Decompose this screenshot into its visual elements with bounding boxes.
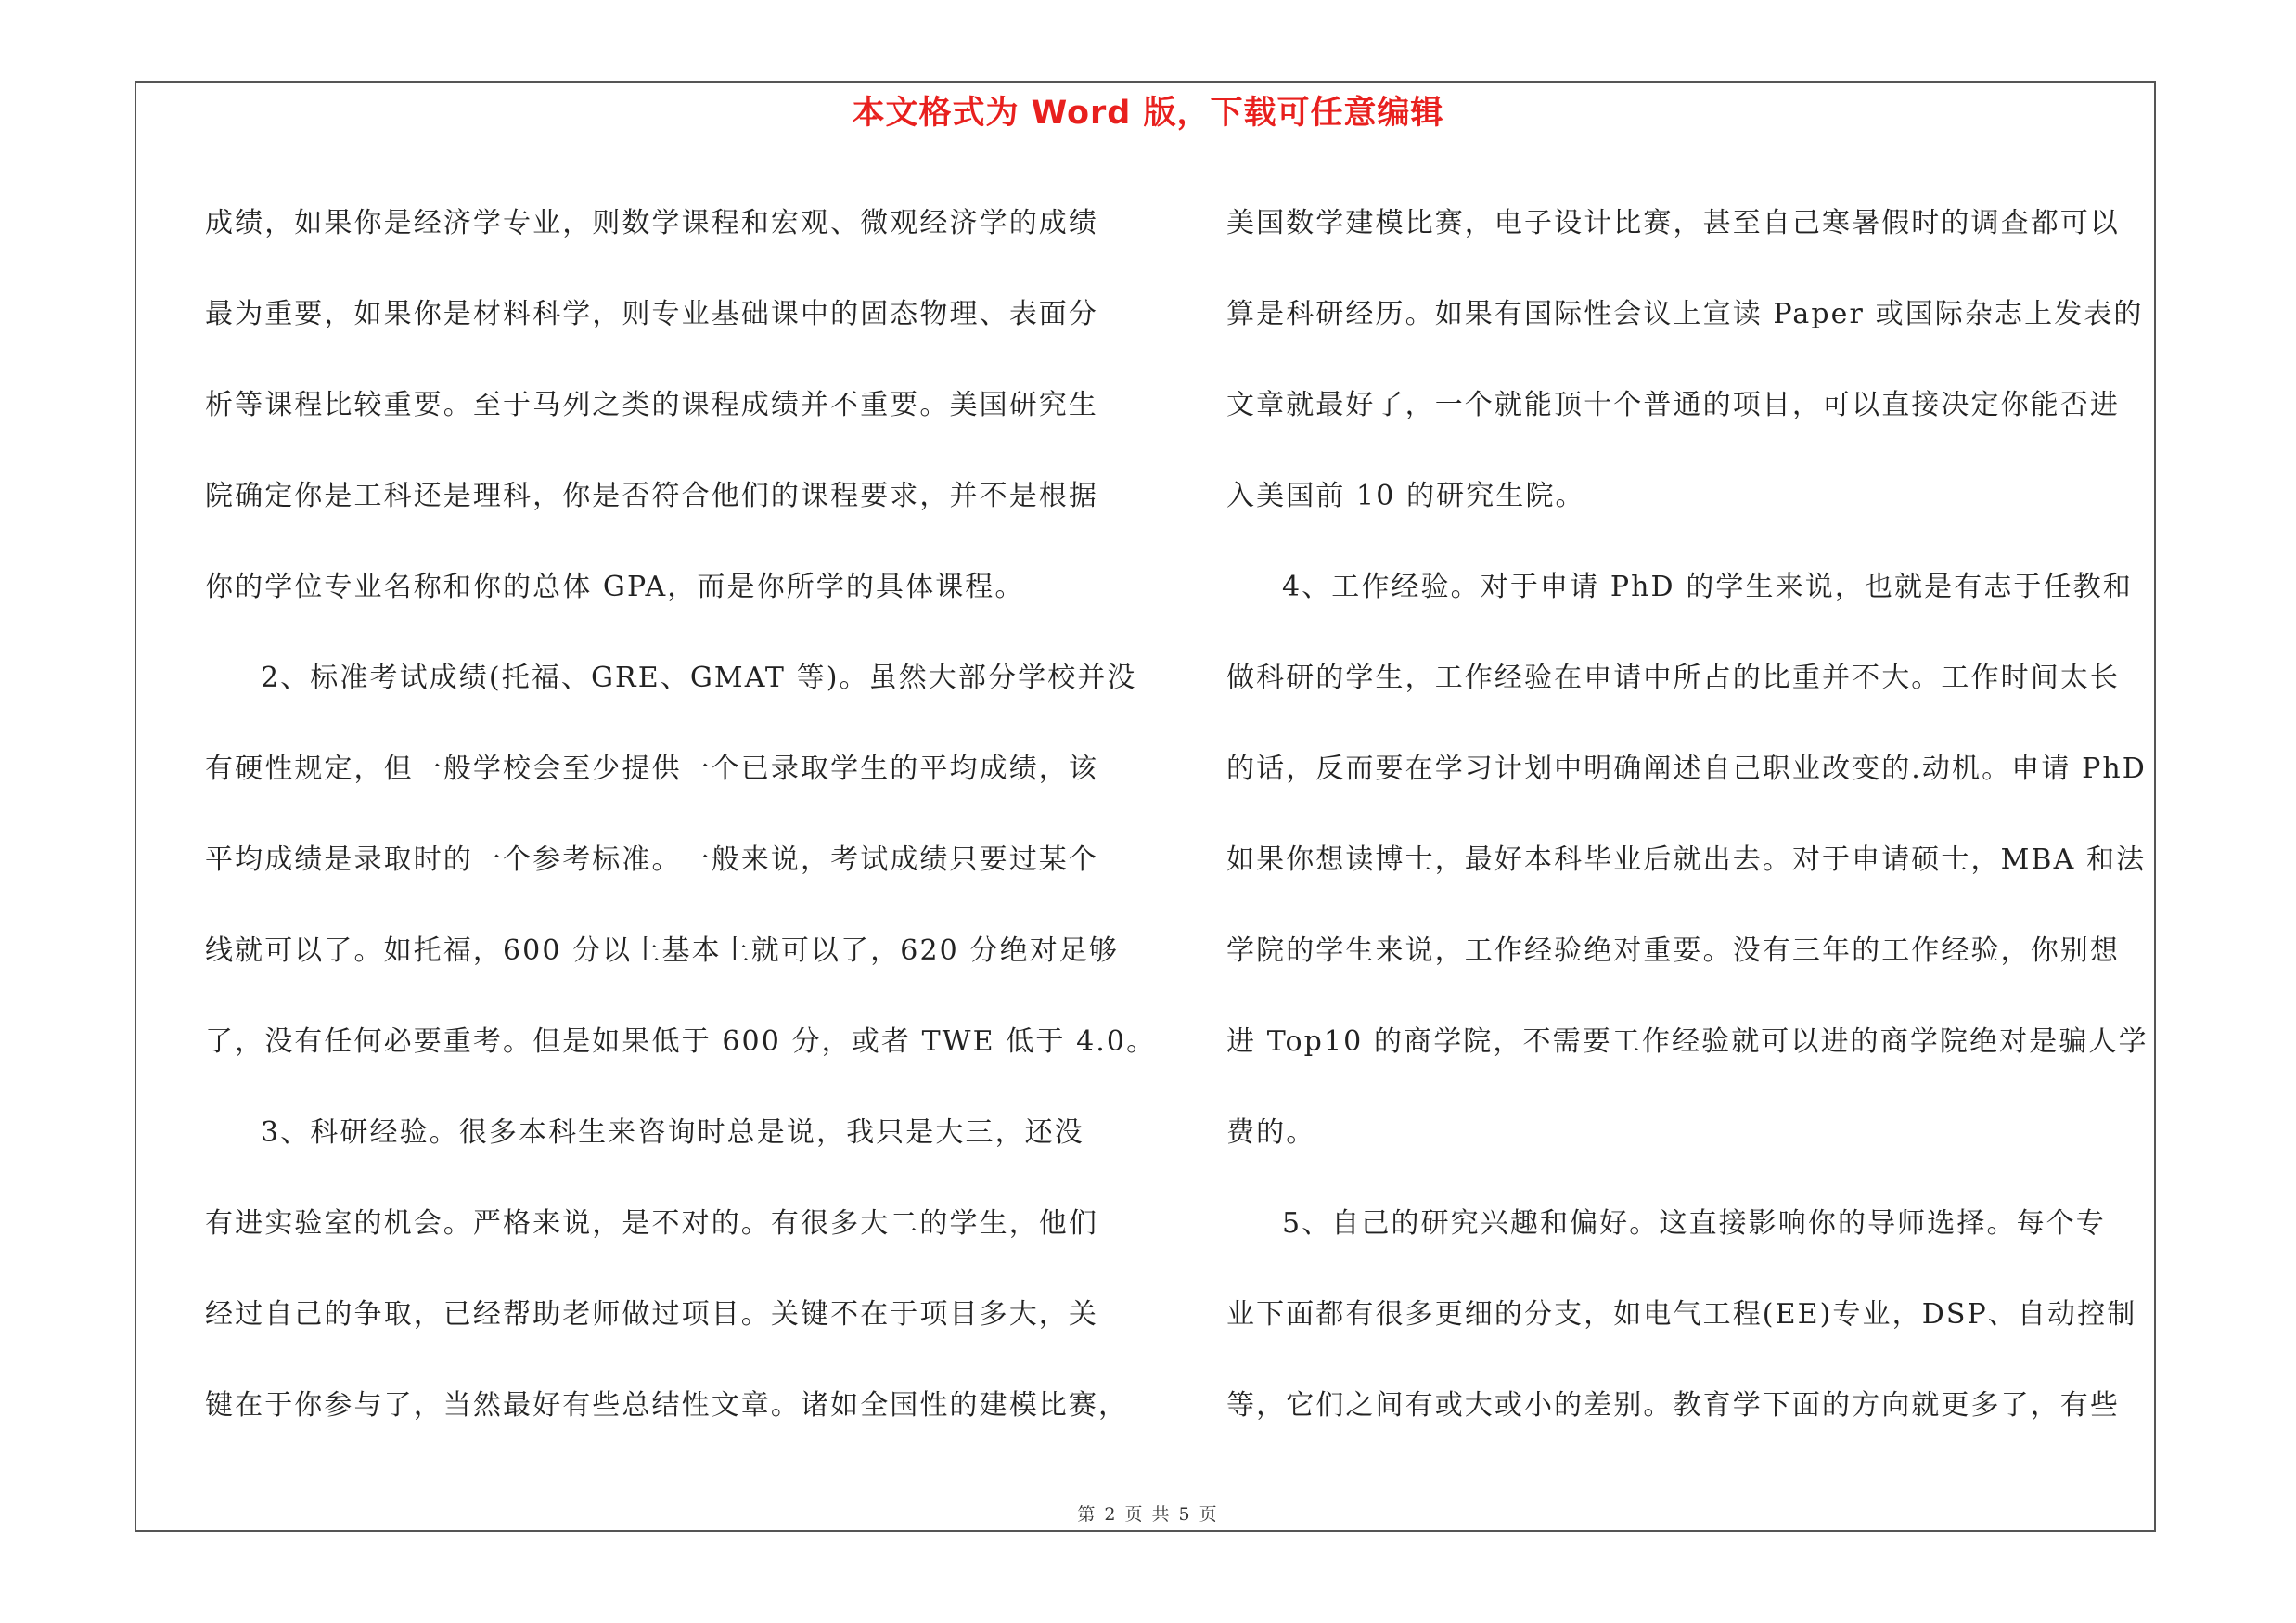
text-line-content: 等，它们之间有或大或小的差别。教育学下面的方向就更多了，有些 [1226,1389,2120,1422]
text-line [1226,846,2154,937]
text-line [1226,755,2154,846]
text-line [205,207,1133,301]
text-line-content: 的话，反而要在学习计划中明确阐述自己职业改变的.动机。申请 PhD [1226,753,2147,785]
text-line [205,389,1133,483]
text-line-content: 费的。 [1226,1116,1316,1149]
text-line [205,480,1133,573]
text-line-content: 2、标准考试成绩(托福、GRE、GMAT 等)。虽然大部分学校并没 [261,662,1137,694]
text-line-content: 最为重要，如果你是材料科学，则专业基础课中的固态物理、表面分 [205,298,1098,330]
right-text-column [1226,207,2154,1483]
text-line-content: 经过自己的争取，已经帮助老师做过项目。关键不在于项目多大，关 [205,1298,1098,1331]
text-line [1226,1116,2154,1210]
text-line-content: 析等课程比较重要。至于马列之类的课程成绩并不重要。美国研究生 [205,389,1098,421]
text-line [1226,389,2154,483]
text-line [1226,1025,2154,1119]
text-line-content: 入美国前 10 的研究生院。 [1226,480,1585,512]
text-line [1226,480,2154,573]
text-line [1226,573,2154,664]
text-line [205,1389,1133,1483]
text-line [205,934,1133,1028]
text-line-content: 院确定你是工科还是理科，你是否符合他们的课程要求，并不是根据 [205,480,1098,512]
text-line [205,755,1133,846]
text-line [1226,934,2154,1028]
left-text-column [205,207,1157,1483]
text-line-content: 你的学位专业名称和你的总体 GPA，而是你所学的具体课程。 [205,571,1025,603]
text-line-content: 键在于你参与了，当然最好有些总结性文章。诸如全国性的建模比赛， [205,1389,1129,1422]
text-line-content: 学院的学生来说，工作经验绝对重要。没有三年的工作经验，你别想 [1226,934,2120,967]
text-line-content: 了，没有任何必要重考。但是如果低于 600 分，或者 TWE 低于 4.0。 [205,1025,1157,1058]
text-line [205,662,1137,755]
text-line [1226,298,2154,392]
text-line [205,1298,1133,1392]
text-line [1226,1389,2154,1483]
text-line-content: 有进实验室的机会。严格来说，是不对的。有很多大二的学生，他们 [205,1207,1098,1240]
text-line-content: 做科研的学生，工作经验在申请中所占的比重并不大。工作时间太长 [1226,662,2120,694]
text-line-content: 5、自己的研究兴趣和偏好。这直接影响你的导师选择。每个专 [1282,1207,2106,1240]
text-line [205,573,1133,664]
text-line [1226,207,2154,301]
text-line [1226,664,2154,755]
text-line [205,1116,1133,1210]
text-line-content: 4、工作经验。对于申请 PhD 的学生来说，也就是有志于任教和 [1282,571,2133,603]
text-line-content: 成绩，如果你是经济学专业，则数学课程和宏观、微观经济学的成绩 [205,207,1098,239]
text-line [205,1025,1157,1119]
text-line [205,846,1133,937]
text-line-content: 平均成绩是录取时的一个参考标准。一般来说，考试成绩只要过某个 [205,844,1098,876]
text-line [205,298,1133,392]
text-line-content: 线就可以了。如托福，600 分以上基本上就可以了，620 分绝对足够 [205,934,1119,967]
text-line [1226,1298,2154,1392]
text-line-content: 文章就最好了，一个就能顶十个普通的项目，可以直接决定你能否进 [1226,389,2120,421]
text-line-content: 业下面都有很多更细的分支，如电气工程(EE)专业，DSP、自动控制 [1226,1298,2137,1331]
text-line-content: 有硬性规定，但一般学校会至少提供一个已录取学生的平均成绩，该 [205,753,1098,785]
text-line-content: 进 Top10 的商学院，不需要工作经验就可以进的商学院绝对是骗人学 [1226,1025,2148,1058]
text-line-content: 算是科研经历。如果有国际性会议上宣读 Paper 或国际杂志上发表的 [1226,298,2144,330]
text-line-content: 美国数学建模比赛，电子设计比赛，甚至自己寒暑假时的调查都可以 [1226,207,2120,239]
text-line [205,1207,1133,1301]
text-line-content: 如果你想读博士，最好本科毕业后就出去。对于申请硕士，MBA 和法 [1226,844,2147,876]
word-format-banner: 本文格式为 Word 版，下载可任意编辑 [852,95,1444,132]
page-number-footer: 第 2 页 共 5 页 [1077,1504,1219,1525]
text-line [1226,1207,2154,1301]
text-line-content: 3、科研经验。很多本科生来咨询时总是说，我只是大三，还没 [261,1116,1084,1149]
